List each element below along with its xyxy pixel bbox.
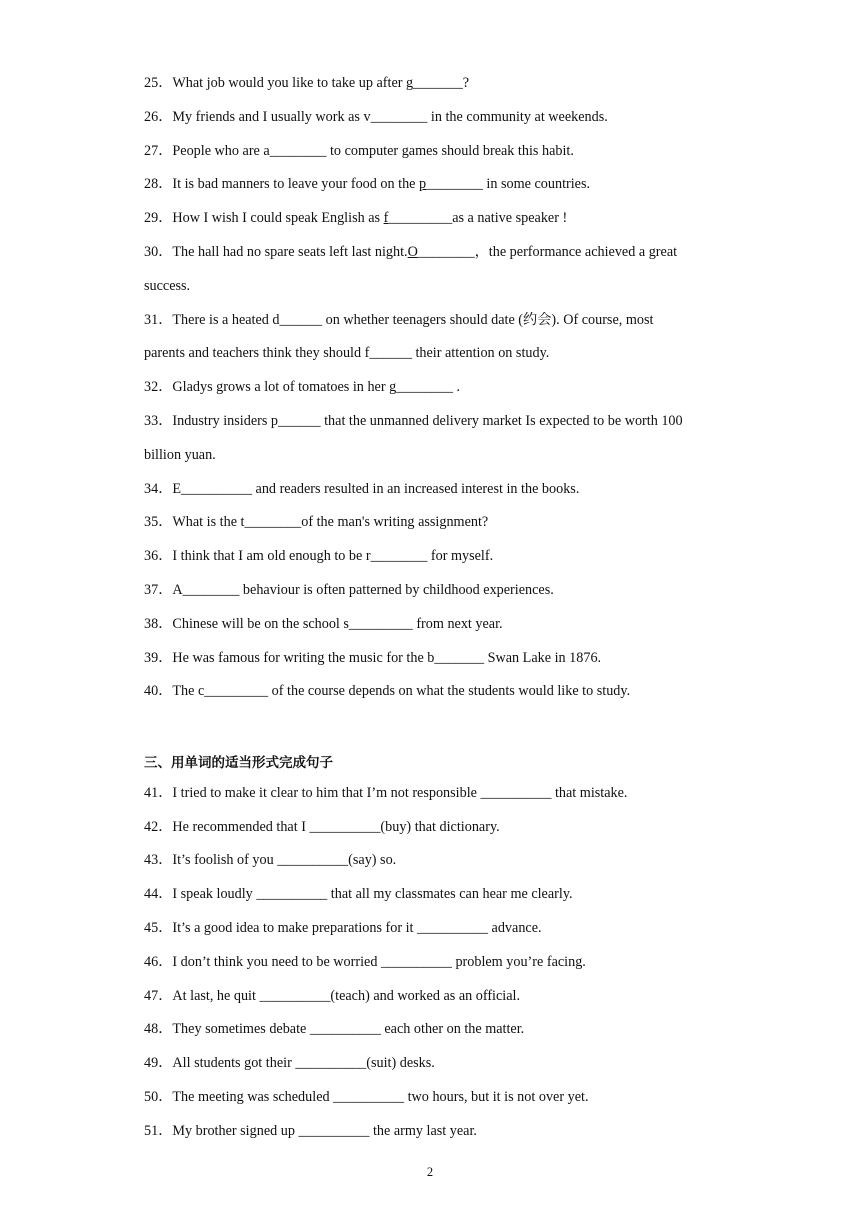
question-38: 38．Chinese will be on the school s_________ from next year.	[144, 616, 503, 632]
question-45: 45．It’s a good idea to make preparations for it __________ advance.	[144, 920, 542, 936]
question-31: 31．There is a heated d______ on whether teenagers should date (约会). Of course, most	[144, 312, 654, 328]
question-27: 27．People who are a________ to computer games should break this habit.	[144, 143, 574, 159]
question-43: 43．It’s foolish of you __________(say) so.	[144, 852, 397, 868]
question-26: 26．My friends and I usually work as v________ in the community at weekends.	[144, 109, 608, 125]
question-46: 46．I don’t think you need to be worried __________ problem you’re facing.	[144, 954, 586, 970]
question-31-continuation: parents and teachers think they should f______ their attention on study.	[144, 345, 550, 361]
question-30: 30．The hall had no spare seats left last night.O________，the performance achieved a great	[144, 244, 678, 260]
question-35: 35．What is the t________of the man's writing assignment?	[144, 514, 489, 530]
question-34: 34．E__________ and readers resulted in an increased interest in the books.	[144, 481, 580, 497]
question-47: 47．At last, he quit __________(teach) and worked as an official.	[144, 988, 521, 1004]
section-title: 三、用单词的适当形式完成句子	[144, 755, 333, 771]
question-36: 36．I think that I am old enough to be r________ for myself.	[144, 548, 494, 564]
question-40: 40．The c_________ of the course depends on what the students would like to study.	[144, 683, 631, 699]
question-48: 48．They sometimes debate __________ each other on the matter.	[144, 1021, 525, 1037]
question-28: 28．It is bad manners to leave your food on the p________ in some countries.	[144, 176, 591, 192]
question-32: 32．Gladys grows a lot of tomatoes in her g________ .	[144, 379, 461, 395]
question-33-continuation: billion yuan.	[144, 447, 216, 463]
question-42: 42．He recommended that I __________(buy) that dictionary.	[144, 819, 500, 835]
question-51: 51．My brother signed up __________ the army last year.	[144, 1123, 477, 1139]
question-25: 25．What job would you like to take up after g_______?	[144, 75, 470, 91]
page-number: 2	[426, 1165, 434, 1179]
question-41: 41．I tried to make it clear to him that I’m not responsible __________ that mistake.	[144, 785, 628, 801]
question-30-continuation: success.	[144, 278, 191, 294]
question-33: 33．Industry insiders p______ that the unmanned delivery market Is expected to be worth 100	[144, 413, 683, 429]
question-50: 50．The meeting was scheduled __________ two hours, but it is not over yet.	[144, 1089, 589, 1105]
question-44: 44．I speak loudly __________ that all my classmates can hear me clearly.	[144, 886, 573, 902]
question-49: 49．All students got their __________(suit) desks.	[144, 1055, 435, 1071]
question-37: 37．A________ behaviour is often patterned by childhood experiences.	[144, 582, 554, 598]
question-39: 39．He was famous for writing the music for the b_______ Swan Lake in 1876.	[144, 650, 602, 666]
question-29: 29．How I wish I could speak English as f_________as a native speaker !	[144, 210, 568, 226]
